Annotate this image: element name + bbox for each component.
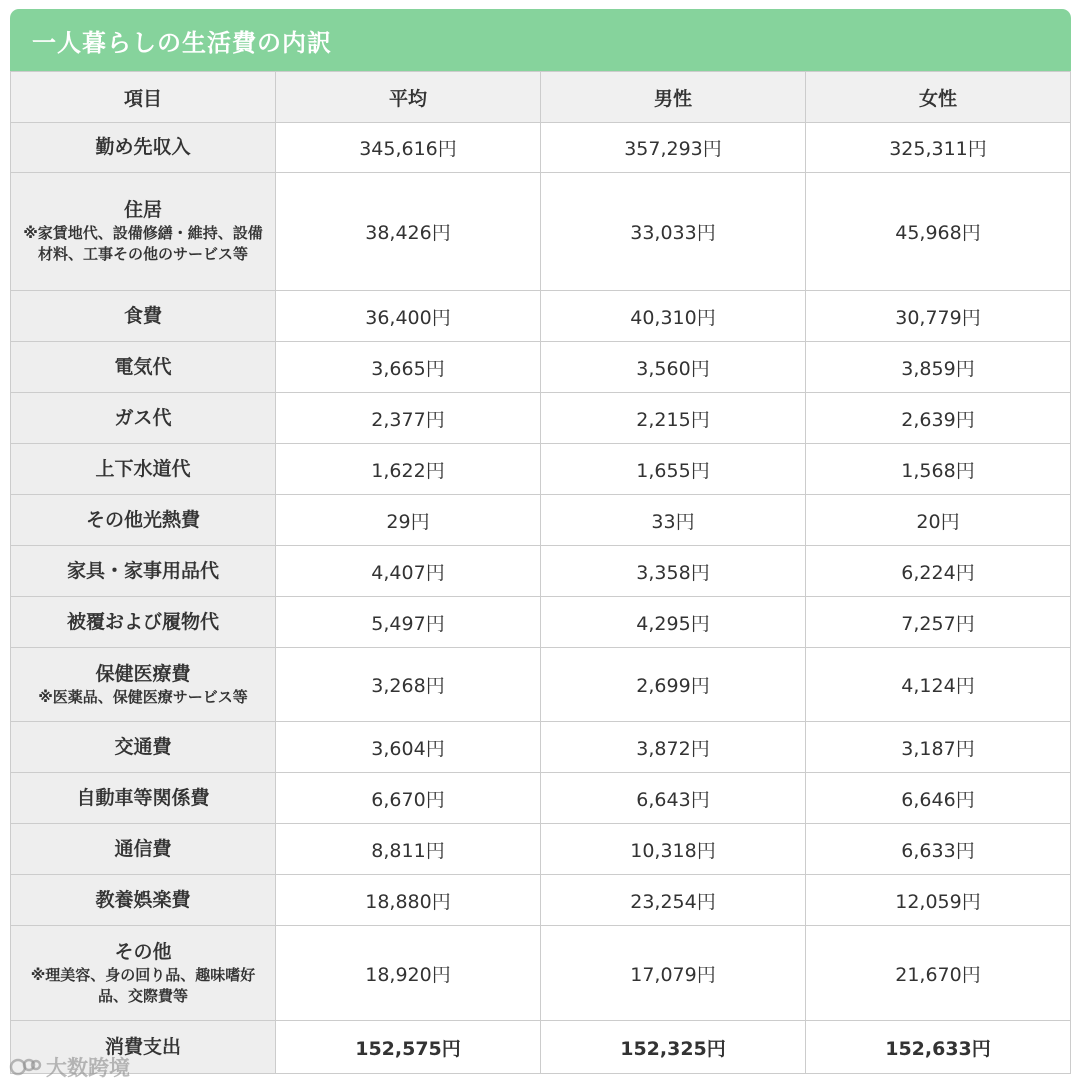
table-row [11,648,1071,722]
column-header-row [11,72,1071,123]
row-label: 食費 [123,304,162,327]
column-header-female: 女性 [806,72,1071,123]
row-label-cell [11,926,276,1021]
table-row [11,875,1071,926]
row-label: 上下水道代 [95,457,191,480]
value-female: 12,059円 [806,875,1071,926]
value-female: 3,187円 [806,722,1071,773]
column-header-male: 男性 [541,72,806,123]
value-male: 33円 [541,495,806,546]
table-row [11,123,1071,173]
table-row [11,393,1071,444]
value-female: 45,968円 [806,173,1071,291]
value-female: 4,124円 [806,648,1071,722]
value-average: 345,616円 [276,123,541,173]
value-average: 2,377円 [276,393,541,444]
watermark-text: 大数跨境 [46,1056,130,1080]
value-male: 3,872円 [541,722,806,773]
row-label: 交通費 [114,735,172,758]
row-label-cell [11,342,276,393]
value-male: 17,079円 [541,926,806,1021]
value-average: 8,811円 [276,824,541,875]
value-male: 40,310円 [541,291,806,342]
value-female: 6,224円 [806,546,1071,597]
row-label: 家具・家事用品代 [66,559,219,582]
column-header-average: 平均 [276,72,541,123]
table-row [11,926,1071,1021]
row-label: 勤め先収入 [95,136,191,158]
row-label-cell [11,824,276,875]
row-label: その他光熱費 [85,508,200,531]
row-label-cell [11,495,276,546]
table-row [11,722,1071,773]
value-female: 1,568円 [806,444,1071,495]
table-row [11,1021,1071,1074]
watermark [8,1052,130,1082]
table-row [11,773,1071,824]
value-average: 3,665円 [276,342,541,393]
row-label-cell [11,444,276,495]
value-female: 20円 [806,495,1071,546]
row-label: 教養娯楽費 [95,888,191,911]
value-average: 5,497円 [276,597,541,648]
row-label: 自動車等関係費 [76,786,210,809]
table-title: 一人暮らしの生活費の内訳 [32,28,332,57]
value-male: 2,699円 [541,648,806,722]
row-label: その他 [114,940,172,963]
row-label-cell [11,393,276,444]
table-row [11,291,1071,342]
row-label: 消費支出 [104,1035,181,1058]
table-row [11,546,1071,597]
value-male: 6,643円 [541,773,806,824]
value-male: 3,358円 [541,546,806,597]
table-row [11,342,1071,393]
logo-icon [8,1055,42,1079]
row-label-cell [11,291,276,342]
value-average: 38,426円 [276,173,541,291]
table-header-bar [10,9,1071,71]
value-average: 3,604円 [276,722,541,773]
row-note: ※家賃地代、設備修繕・維持、設備材料、工事その他のサービス等 [23,224,263,263]
value-female: 21,670円 [806,926,1071,1021]
row-label: 被覆および履物代 [66,610,219,633]
value-female: 325,311円 [806,123,1071,173]
value-average: 18,880円 [276,875,541,926]
row-label-cell [11,773,276,824]
value-average: 3,268円 [276,648,541,722]
value-male: 23,254円 [541,875,806,926]
row-label-cell [11,722,276,773]
value-average: 18,920円 [276,926,541,1021]
table-row [11,597,1071,648]
value-male: 33,033円 [541,173,806,291]
value-average: 152,575円 [276,1021,541,1074]
row-label: 住居 [123,199,162,221]
table-row [11,444,1071,495]
column-header-item: 項目 [11,72,276,123]
table-card [10,9,1071,1074]
value-female: 6,646円 [806,773,1071,824]
value-male: 3,560円 [541,342,806,393]
row-label-cell [11,597,276,648]
row-label-cell [11,173,276,291]
value-male: 152,325円 [541,1021,806,1074]
table-row [11,824,1071,875]
value-female: 6,633円 [806,824,1071,875]
value-average: 29円 [276,495,541,546]
value-female: 30,779円 [806,291,1071,342]
table-body [11,123,1071,1074]
row-note: ※医薬品、保健医療サービス等 [38,687,248,706]
table-row [11,173,1071,291]
row-label-cell [11,875,276,926]
value-male: 4,295円 [541,597,806,648]
row-label: 電気代 [114,355,172,378]
value-male: 2,215円 [541,393,806,444]
value-average: 6,670円 [276,773,541,824]
value-male: 1,655円 [541,444,806,495]
row-label-cell [11,648,276,722]
value-female: 3,859円 [806,342,1071,393]
cost-table [10,71,1071,1074]
row-label: 通信費 [114,837,172,860]
row-note: ※理美容、身の回り品、趣味嗜好品、交際費等 [30,965,256,1005]
row-label: 保健医療費 [95,662,191,685]
row-label-cell [11,546,276,597]
row-label-cell [11,123,276,173]
value-average: 1,622円 [276,444,541,495]
value-male: 10,318円 [541,824,806,875]
row-label: ガス代 [114,406,172,429]
value-average: 4,407円 [276,546,541,597]
value-female: 7,257円 [806,597,1071,648]
value-female: 152,633円 [806,1021,1071,1074]
value-male: 357,293円 [541,123,806,173]
table-row [11,495,1071,546]
value-female: 2,639円 [806,393,1071,444]
value-average: 36,400円 [276,291,541,342]
